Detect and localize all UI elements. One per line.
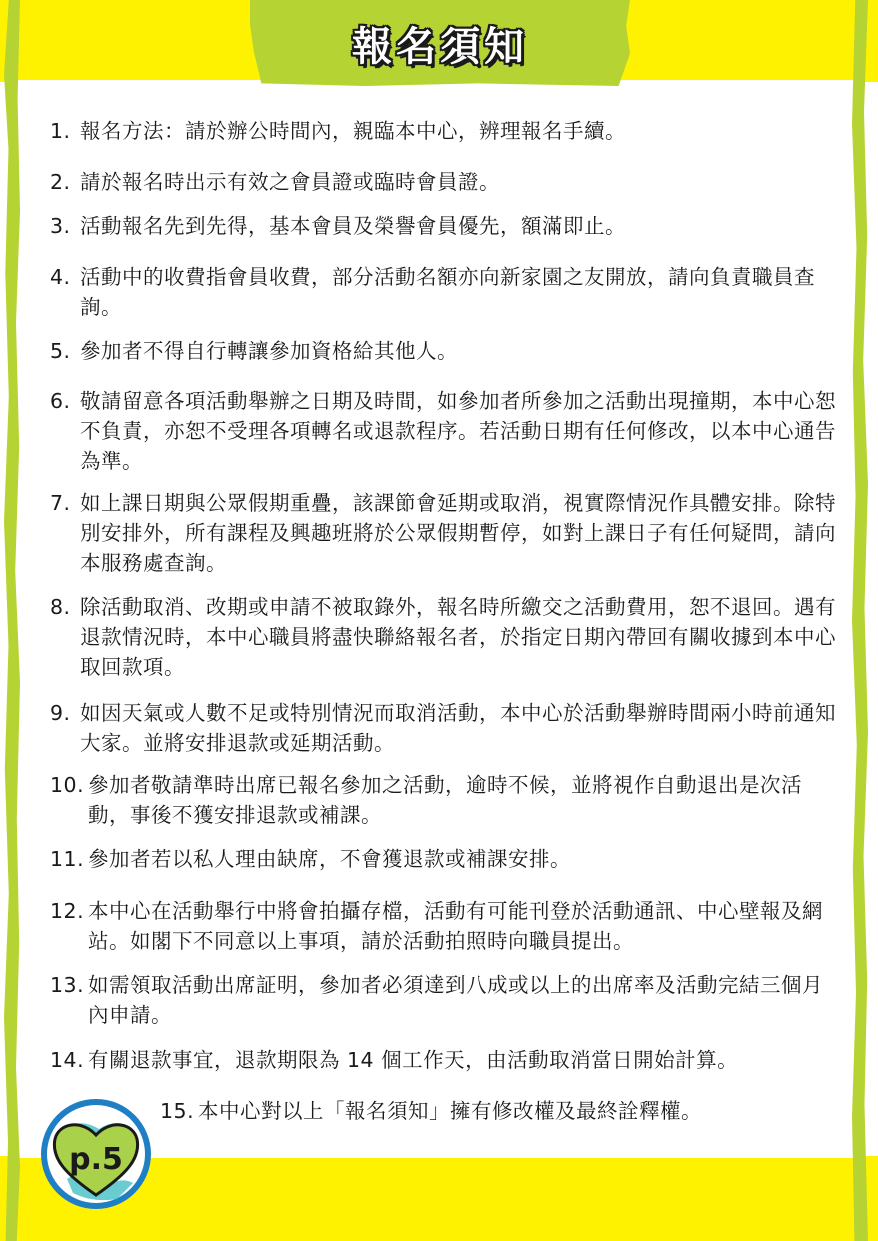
rule-item xyxy=(50,488,840,578)
rule-item xyxy=(50,896,840,956)
rule-item xyxy=(50,211,840,241)
rule-number: 9. xyxy=(50,701,71,725)
rule-number: 3. xyxy=(50,214,71,238)
rule-item xyxy=(50,336,840,366)
rule-item xyxy=(160,1096,840,1126)
rule-text: 本中心對以上「報名須知」擁有修改權及最終詮釋權。 xyxy=(198,1099,702,1123)
rule-text: 參加者若以私人理由缺席，不會獲退款或補課安排。 xyxy=(88,847,571,871)
rule-text: 如因天氣或人數不足或特別情況而取消活動，本中心於活動舉辦時間兩小時前通知大家。並將安排退款或延期活動。 xyxy=(80,701,836,755)
rule-item xyxy=(50,262,840,322)
rule-text: 參加者敬請準時出席已報名參加之活動，逾時不候，並將視作自動退出是次活動，事後不獲安排退款或補課。 xyxy=(88,773,802,827)
rule-item xyxy=(50,386,840,476)
rule-text: 活動報名先到先得，基本會員及榮譽會員優先，額滿即止。 xyxy=(80,214,626,238)
rule-number: 12. xyxy=(50,899,85,923)
rule-number: 14. xyxy=(50,1048,85,1072)
rule-text: 敬請留意各項活動舉辦之日期及時間，如參加者所參加之活動出現撞期，本中心恕不負責，亦恕不受理各項轉名或退款程序。若活動日期有任何修改，以本中心通告為準。 xyxy=(80,389,836,473)
rule-text: 參加者不得自行轉讓參加資格給其他人。 xyxy=(80,339,458,363)
rule-text: 如需領取活動出席証明，參加者必須達到八成或以上的出席率及活動完結三個月內申請。 xyxy=(88,973,823,1027)
rule-number: 8. xyxy=(50,595,71,619)
rule-item xyxy=(50,770,840,830)
rule-number: 6. xyxy=(50,389,71,413)
rule-text: 活動中的收費指會員收費，部分活動名額亦向新家園之友開放，請向負責職員查詢。 xyxy=(80,265,815,319)
rule-item xyxy=(50,116,840,146)
rule-text: 請於報名時出示有效之會員證或臨時會員證。 xyxy=(80,170,500,194)
rule-number: 15. xyxy=(160,1099,195,1123)
page-number-badge xyxy=(37,1095,155,1213)
rule-number: 4. xyxy=(50,265,71,289)
rule-text: 報名方法：請於辦公時間內，親臨本中心，辨理報名手續。 xyxy=(80,119,626,143)
page-title: 報名須知 xyxy=(352,23,528,70)
rule-item xyxy=(50,1045,840,1075)
rule-item xyxy=(50,698,840,758)
rule-number: 5. xyxy=(50,339,71,363)
rule-number: 1. xyxy=(50,119,71,143)
rule-item xyxy=(50,167,840,197)
rule-number: 2. xyxy=(50,170,71,194)
rule-text: 如上課日期與公眾假期重疊，該課節會延期或取消，視實際情況作具體安排。除特別安排外，所有課程及興趣班將於公眾假期暫停，如對上課日子有任何疑問，請向本服務處查詢。 xyxy=(80,491,836,575)
rule-number: 7. xyxy=(50,491,71,515)
rule-item xyxy=(50,592,840,682)
rule-item xyxy=(50,844,840,874)
rule-number: 11. xyxy=(50,847,85,871)
rule-text: 除活動取消、改期或申請不被取錄外，報名時所繳交之活動費用，恕不退回。遇有退款情況時，本中心職員將盡快聯絡報名者，於指定日期內帶回有關收據到本中心取回款項。 xyxy=(80,595,836,679)
rule-text: 本中心在活動舉行中將會拍攝存檔，活動有可能刊登於活動通訊、中心壁報及網站。如閣下不同意以上事項，請於活動拍照時向職員提出。 xyxy=(88,899,823,953)
rule-number: 13. xyxy=(50,973,85,997)
page-number: p.5 xyxy=(69,1142,123,1177)
rule-number: 10. xyxy=(50,773,85,797)
rule-text: 有關退款事宜，退款期限為 14 個工作天，由活動取消當日開始計算。 xyxy=(88,1048,739,1072)
rule-item xyxy=(50,970,840,1030)
